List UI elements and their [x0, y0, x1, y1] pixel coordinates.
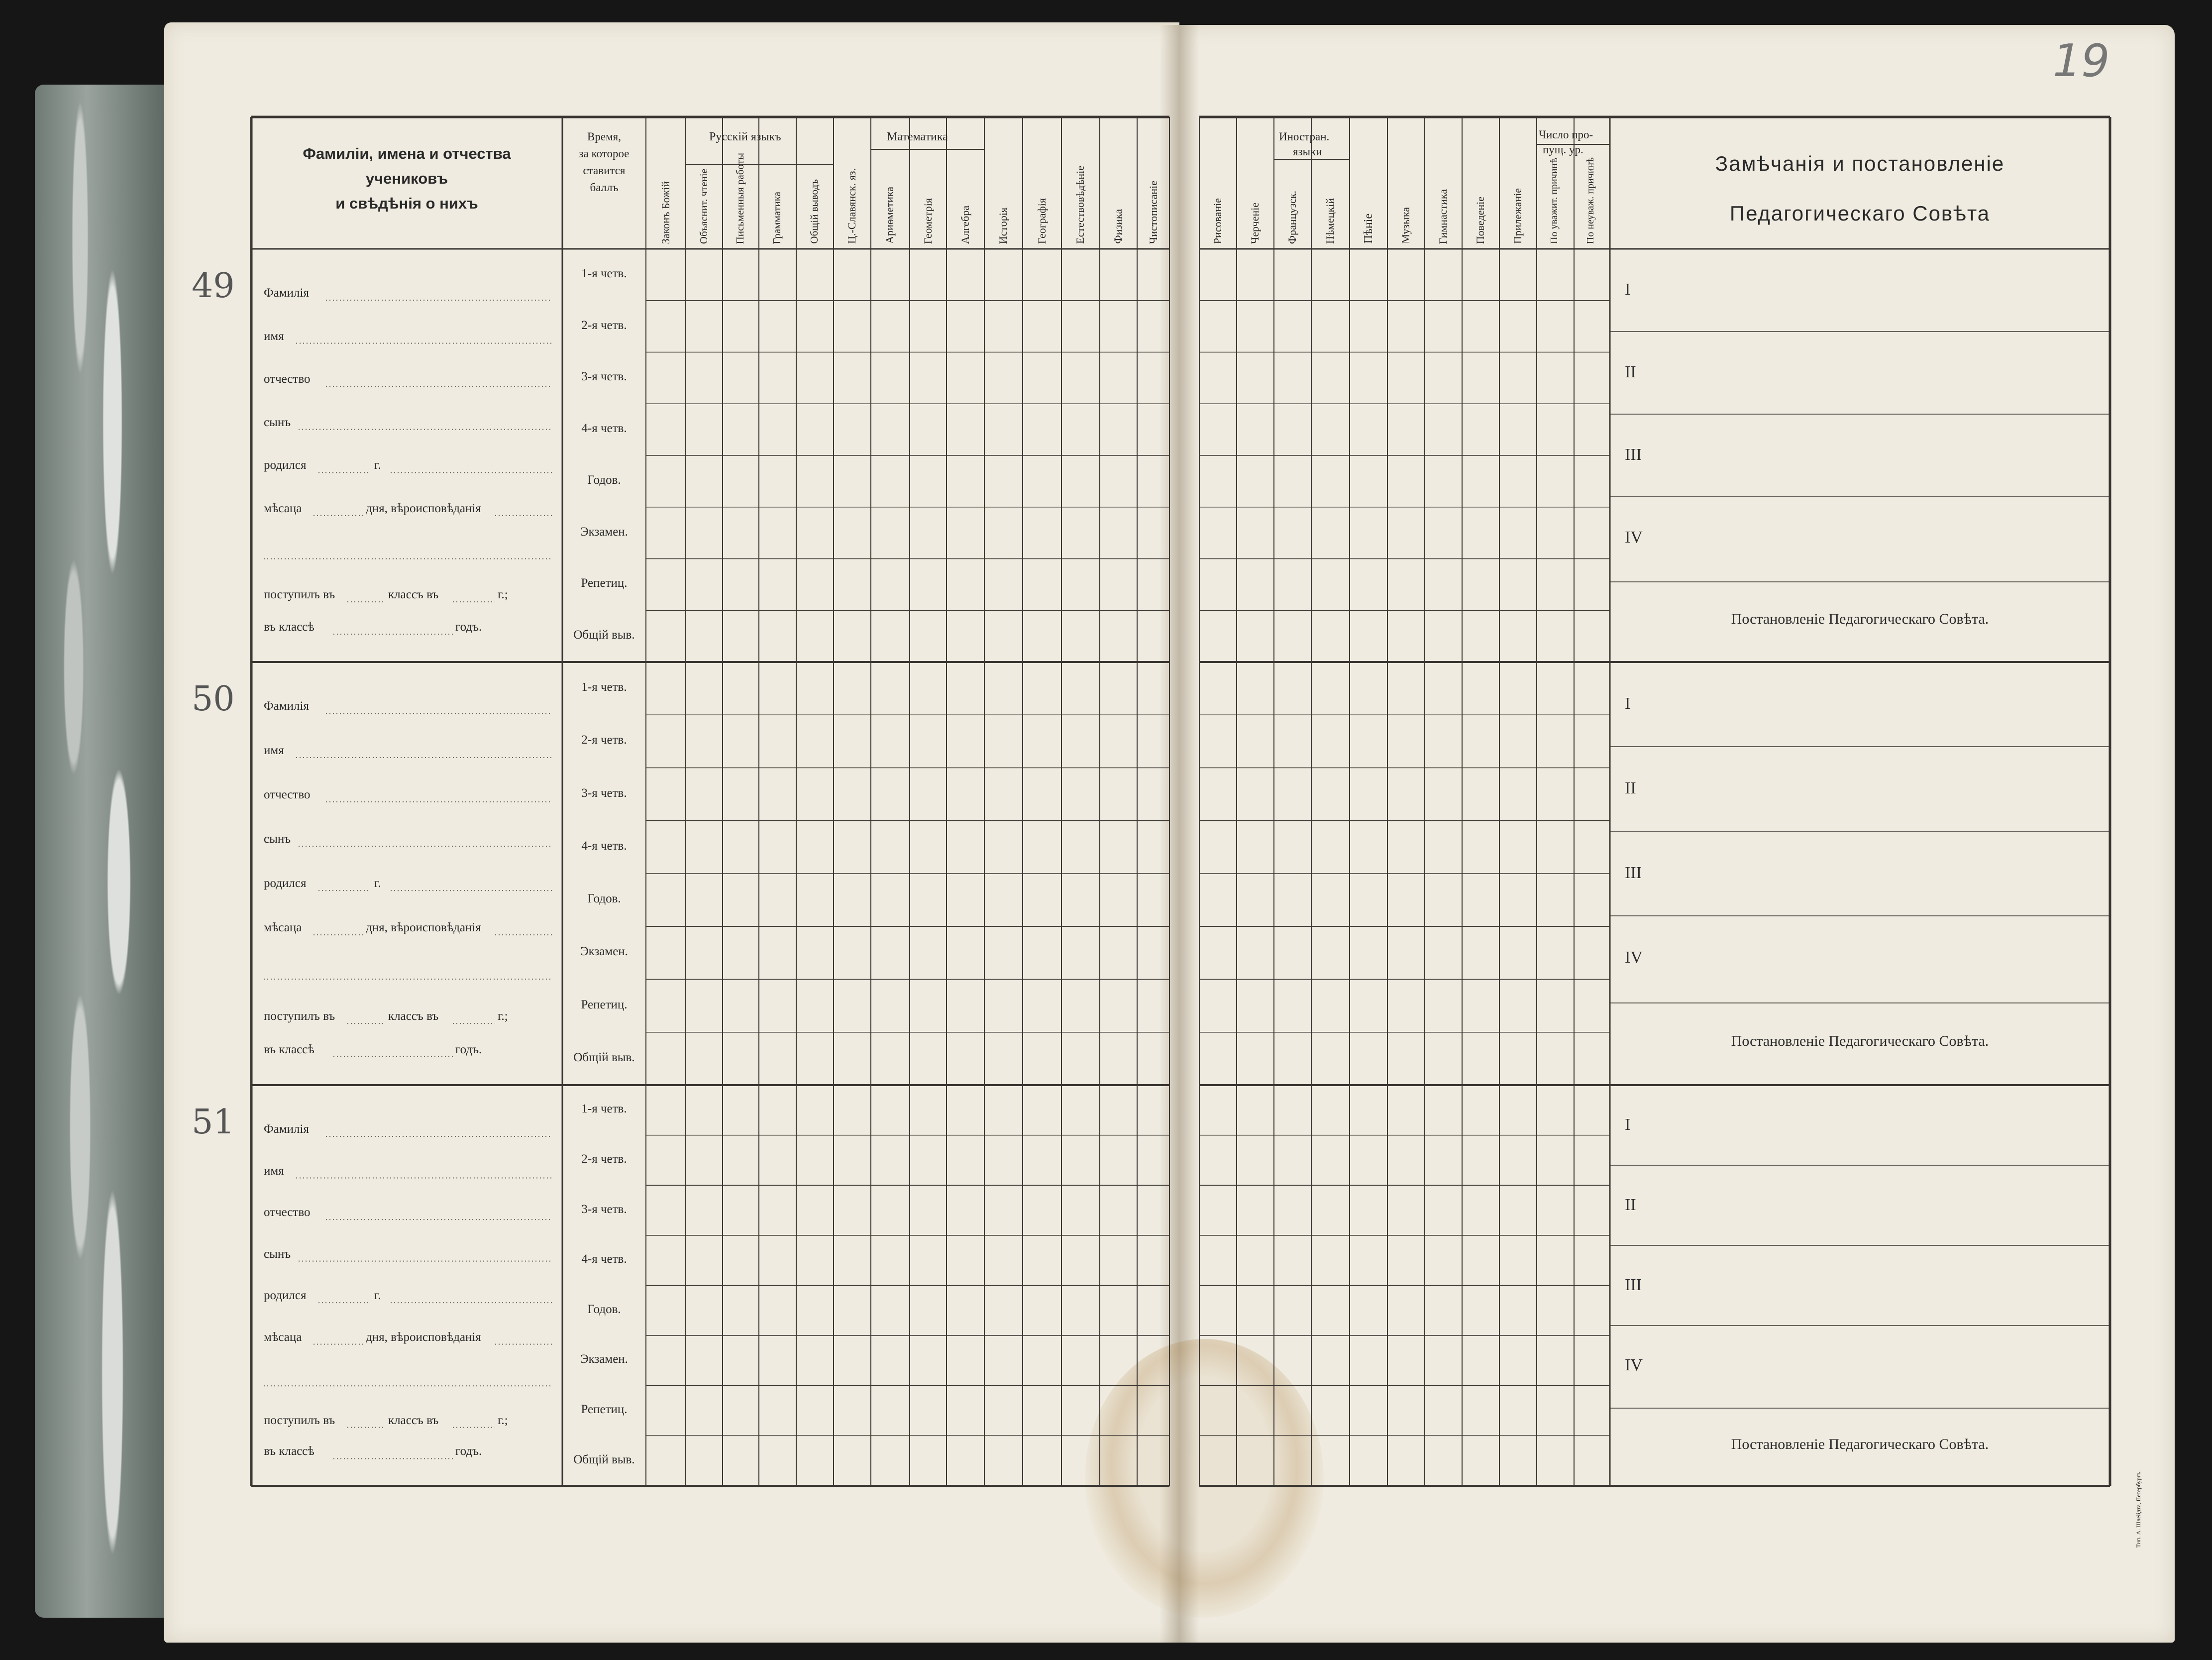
- absence-subject: По неуваж. причинѣ: [1585, 157, 1596, 244]
- period-label: Репетиц.: [581, 997, 628, 1011]
- quarter-numeral: III: [1625, 1275, 1642, 1294]
- field-year-semicolon: г.;: [498, 1009, 508, 1023]
- quarter-numeral: II: [1625, 363, 1636, 381]
- period-label: Экзамен.: [580, 945, 628, 959]
- period-label: 3-я четв.: [581, 1202, 627, 1216]
- subject-gymnastics: Гимнастика: [1437, 189, 1449, 244]
- field-surname: Фамилія: [264, 1122, 309, 1136]
- field-month: мѣсаца: [264, 1330, 302, 1344]
- field-year-word: годъ.: [455, 1444, 482, 1458]
- subject-penmanship: Чистописаніе: [1147, 180, 1159, 244]
- subject-natural-science: Естествовѣдѣніе: [1074, 166, 1086, 244]
- quarter-numeral: II: [1625, 1195, 1636, 1214]
- field-born: родился: [264, 1289, 307, 1303]
- period-label: Общій выв.: [573, 1050, 635, 1064]
- period-label: 3-я четв.: [581, 786, 627, 800]
- field-patronymic: отчество: [264, 372, 311, 386]
- quarter-numeral: I: [1625, 1115, 1631, 1134]
- period-label: Годов.: [587, 892, 621, 906]
- page-number: 19: [2053, 35, 2110, 87]
- field-entered: поступилъ въ: [264, 1009, 335, 1023]
- absence-group-header: Число про-: [1539, 128, 1593, 141]
- math-subject: Ариѳметика: [883, 187, 896, 244]
- field-born: родился: [264, 458, 307, 472]
- subject-behavior: Поведеніе: [1474, 196, 1486, 244]
- foreign-group-header: языки: [1293, 145, 1322, 158]
- field-patronymic: отчество: [264, 1206, 311, 1219]
- time-column-header: Время,: [587, 130, 621, 143]
- field-class-in: классъ въ: [388, 588, 439, 602]
- russian-subject: Письменныя работы: [734, 152, 746, 244]
- quarter-numeral: III: [1625, 445, 1642, 464]
- field-year-word: годъ.: [455, 1042, 482, 1056]
- quarter-numeral: IV: [1625, 948, 1643, 967]
- field-year-semicolon: г.;: [498, 588, 508, 602]
- period-label: Годов.: [587, 1302, 621, 1316]
- field-year-abbr: г.: [374, 1289, 381, 1303]
- foreign-group-header: Иностран.: [1279, 130, 1330, 143]
- field-month: мѣсаца: [264, 921, 302, 935]
- record-number: 51: [192, 1103, 235, 1142]
- subject-drawing: Рисованіе: [1211, 198, 1224, 244]
- subject-singing: Пѣніе: [1362, 214, 1375, 244]
- period-label: 1-я четв.: [581, 1102, 627, 1116]
- period-label: 3-я четв.: [581, 370, 627, 384]
- period-label: 4-я четв.: [581, 839, 627, 853]
- council-decision-label: Постановленіе Педагогическаго Совѣта.: [1731, 1033, 1989, 1049]
- subject-physics: Физика: [1112, 209, 1124, 244]
- field-class-in: классъ въ: [388, 1413, 439, 1427]
- period-label: Годов.: [587, 473, 621, 487]
- remarks-header: Замѣчанія и постановленіе: [1715, 152, 2005, 175]
- russian-subject: Грамматика: [771, 191, 783, 244]
- names-column-header: и свѣдѣнія о нихъ: [335, 195, 478, 212]
- subject-drafting: Черченіе: [1249, 203, 1261, 244]
- field-name: имя: [264, 744, 284, 758]
- time-column-header: за которое: [579, 147, 630, 160]
- period-label: Общій выв.: [573, 1452, 635, 1466]
- field-name: имя: [264, 329, 284, 343]
- field-in-class: въ классѣ: [264, 1444, 315, 1458]
- field-in-class: въ классѣ: [264, 620, 315, 634]
- field-surname: Фамилія: [264, 699, 309, 713]
- field-surname: Фамилія: [264, 286, 309, 300]
- quarter-numeral: II: [1625, 779, 1636, 797]
- subject-zakon: Законъ Божій: [659, 181, 672, 244]
- period-label: 1-я четв.: [581, 680, 627, 694]
- period-label: 2-я четв.: [581, 733, 627, 747]
- field-patronymic: отчество: [264, 788, 311, 802]
- quarter-numeral: IV: [1625, 528, 1643, 547]
- field-entered: поступилъ въ: [264, 588, 335, 602]
- math-group-header: Математика: [887, 130, 948, 143]
- russian-subject: Общій выводъ: [808, 179, 820, 244]
- field-year-abbr: г.: [374, 877, 381, 890]
- field-class-in: классъ въ: [388, 1009, 439, 1023]
- period-label: 1-я четв.: [581, 266, 627, 280]
- field-day-religion: дня, вѣроисповѣданія: [366, 1330, 481, 1344]
- field-year-abbr: г.: [374, 458, 381, 472]
- council-decision-label: Постановленіе Педагогическаго Совѣта.: [1731, 1436, 1989, 1452]
- foreign-subject: Нѣмецкій: [1324, 198, 1336, 244]
- period-label: Общій выв.: [573, 628, 635, 642]
- quarter-numeral: III: [1625, 864, 1642, 882]
- subject-geography: Географія: [1036, 198, 1048, 244]
- record-number: 50: [192, 679, 235, 719]
- remarks-header: Педагогическаго Совѣта: [1729, 202, 1991, 225]
- period-label: 2-я четв.: [581, 318, 627, 332]
- field-day-religion: дня, вѣроисповѣданія: [366, 921, 481, 935]
- period-label: 4-я четв.: [581, 422, 627, 436]
- names-column-header: Фамиліи, имена и отчества: [303, 145, 511, 162]
- period-label: Экзамен.: [580, 1352, 628, 1366]
- field-year-word: годъ.: [455, 620, 482, 634]
- field-in-class: въ классѣ: [264, 1042, 315, 1056]
- period-label: 2-я четв.: [581, 1152, 627, 1166]
- quarter-numeral: I: [1625, 280, 1631, 299]
- russian-group-header: Русскій языкъ: [709, 130, 781, 143]
- math-subject: Геометрія: [922, 198, 934, 244]
- russian-subject: Объяснит. чтеніе: [698, 168, 710, 244]
- field-son: сынъ: [264, 1247, 291, 1261]
- names-column-header: учениковъ: [365, 170, 448, 187]
- field-day-religion: дня, вѣроисповѣданія: [366, 501, 481, 515]
- absence-group-header: пущ. ур.: [1543, 143, 1583, 156]
- period-label: Экзамен.: [580, 525, 628, 539]
- time-column-header: ставится: [583, 164, 626, 177]
- field-name: имя: [264, 1164, 284, 1178]
- absence-subject: По уважит. причинѣ: [1549, 158, 1560, 244]
- math-subject: Алгебра: [959, 205, 971, 244]
- field-son: сынъ: [264, 832, 291, 846]
- quarter-numeral: I: [1625, 694, 1631, 713]
- quarter-numeral: IV: [1625, 1355, 1643, 1374]
- field-month: мѣсаца: [264, 501, 302, 515]
- council-decision-label: Постановленіе Педагогическаго Совѣта.: [1731, 611, 1989, 627]
- subject-church-slavonic: Ц.-Славянск. яз.: [845, 168, 858, 244]
- record-number: 49: [192, 266, 235, 306]
- period-label: Репетиц.: [581, 576, 628, 590]
- subject-music: Музыка: [1399, 207, 1412, 244]
- field-son: сынъ: [264, 415, 291, 429]
- printer-mark: Тип. А. Шлейдта, Петербургъ.: [2135, 1470, 2142, 1548]
- foreign-subject: Французск.: [1286, 190, 1298, 244]
- period-label: 4-я четв.: [581, 1252, 627, 1266]
- period-label: Репетиц.: [581, 1403, 628, 1417]
- field-entered: поступилъ въ: [264, 1413, 335, 1427]
- subject-diligence: Прилежаніе: [1511, 188, 1524, 244]
- field-born: родился: [264, 877, 307, 890]
- time-column-header: баллъ: [590, 181, 619, 194]
- field-year-semicolon: г.;: [498, 1413, 508, 1427]
- subject-history: Исторія: [997, 207, 1009, 244]
